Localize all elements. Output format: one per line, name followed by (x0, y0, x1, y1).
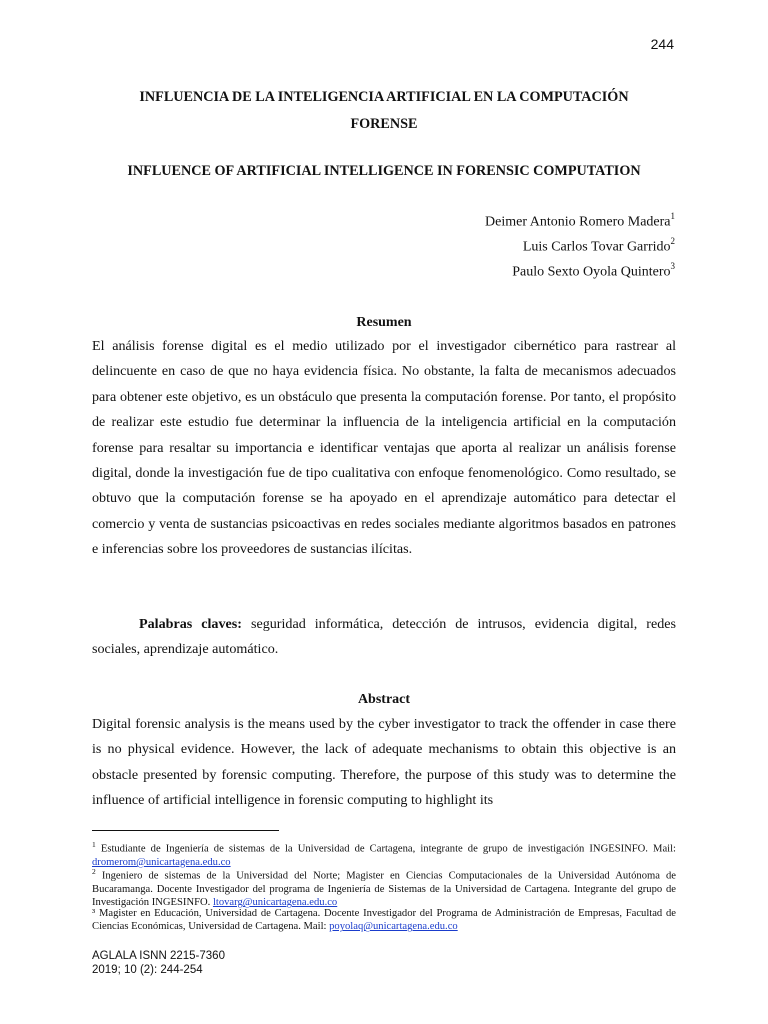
footnote-3-email-link[interactable]: poyolaq@unicartagena.edu.co (329, 921, 458, 933)
footnote-2-email-link[interactable]: ltovarg@unicartagena.edu.co (212, 897, 338, 909)
title-spanish-line-1: INFLUENCIA DE LA INTELIGENCIA ARTIFICIAL EN LA COMPUTACIÓN (139, 89, 629, 105)
keywords-label: Palabras claves: (139, 616, 242, 632)
keywords (92, 612, 676, 663)
author-2 (523, 237, 675, 256)
footnote-2-mark: 2 (92, 867, 96, 876)
page-number: 244 (650, 36, 674, 52)
author-1-footnote-mark: 1 (670, 211, 675, 221)
footnote-1-email-link[interactable]: dromerom@unicartagena.edu.co (92, 856, 231, 868)
journal-info (92, 949, 225, 977)
abstract-text: Digital forensic analysis is the means used by the cyber investigator to track the offender in case there is no physical evidence. However, the lack of adequate mechanisms to obtain this objective is an obstacle presented by forensic computing. Therefore, the purpose of this study was to determine the influence of artificial intelligence in forensic computing to highlight its (92, 716, 676, 809)
author-1 (485, 212, 675, 231)
resumen-heading: Resumen (356, 315, 412, 330)
author-2-name: Luis Carlos Tovar Garrido (522, 239, 671, 255)
journal-volume: 2019; 10 (2): 244-254 (92, 964, 203, 976)
footnote-1-mark: 1 (92, 840, 96, 849)
author-1-name: Deimer Antonio Romero Madera (485, 214, 671, 230)
footnote-3-mark: ³ (92, 908, 96, 919)
keywords-text: seguridad informática, detección de intrusos, evidencia digital, redes sociales, aprendizaje automático. (92, 616, 676, 658)
footnote-3-text: Magister en Educación, Universidad de Cartagena. Docente Investigador del Programa de Administración de Empresas, Facultad de Ciencias Económicas, Universidad de Cartagena. Mail: (92, 908, 676, 933)
title-spanish-line-2: FORENSE (350, 116, 418, 132)
abstract-heading: Abstract (357, 692, 411, 707)
title-english: INFLUENCE OF ARTIFICIAL INTELLIGENCE IN FORENSIC COMPUTATION (127, 163, 641, 179)
author-2-footnote-mark: 2 (670, 236, 675, 246)
footnote-2 (92, 865, 676, 910)
footnote-1-text: Estudiante de Ingeniería de sistemas de la Universidad de Cartagena, integrante de grupo de investigación INGESINFO. Mail: (95, 843, 676, 855)
author-3-name: Paulo Sexto Oyola Quintero (512, 264, 671, 280)
title-spanish (92, 84, 676, 138)
author-3 (512, 262, 675, 281)
footnote-rule (92, 830, 279, 831)
footnote-3 (92, 907, 676, 934)
resumen-text: El análisis forense digital es el medio utilizado por el investigador cibernético para rastrear al delincuente en caso de que no haya evidencia física. No obstante, la falta de mecanismos adecuados para obtener este objetivo, es un obstáculo que presenta la computación forense. Por tanto, el propósito de realizar este estudio fue determinar la influencia de la inteligencia artificial en la computación forense para resaltar su importancia e identificar ventajas que aporta al realizar un análisis forense digital, donde la investigación fue de tipo cualitativa con enfoque fenomenológico. Como resultado, se obtuvo que la computación forense se ha apoyado en el aprendizaje automático para detectar el comercio y venta de sustancias psicoactivas en redes sociales mediante algoritmos basados en patrones e inferencias sobre los proveedores de sustancias ilícitas. (92, 338, 676, 558)
journal-issn: AGLALA ISNN 2215-7360 (92, 950, 225, 962)
author-3-footnote-mark: 3 (670, 261, 675, 271)
footnote-2-text: Ingeniero de sistemas de la Universidad del Norte; Magister en Ciencias Computacionales de la Universidad Autónoma de Bucaramanga. Docente Investigador del programa de Ingeniería de Sistemas de la Universidad de Cartagena. Integrante del grupo de Investigación INGESINFO. (92, 870, 676, 909)
